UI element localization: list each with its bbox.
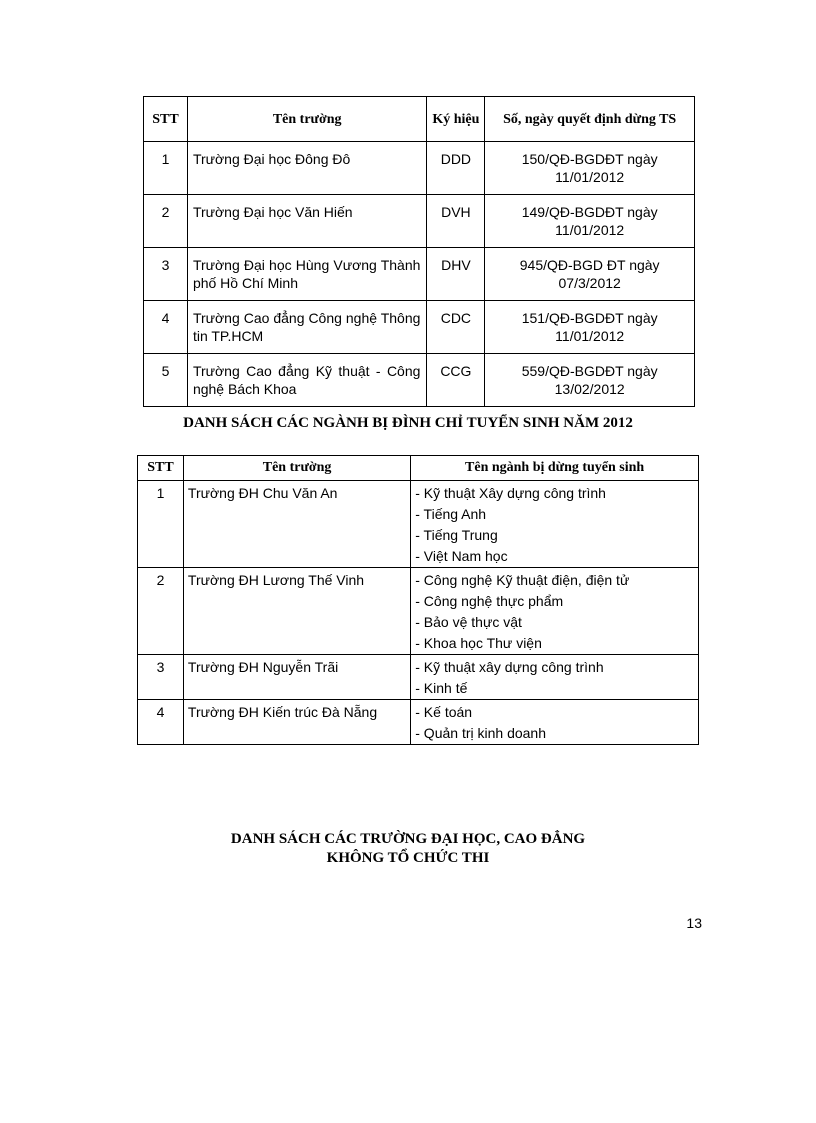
table-row <box>138 700 699 745</box>
cell-stt: 3 <box>144 248 188 301</box>
table-row <box>144 142 695 195</box>
cell-stt: 5 <box>144 354 188 407</box>
cell-school: Trường Đại học Đông Đô <box>187 142 426 195</box>
cell-stt: 4 <box>144 301 188 354</box>
cell-stt: 3 <box>138 655 184 700</box>
cell-majors <box>411 568 699 655</box>
header-stt: STT <box>138 456 184 481</box>
header-school: Tên trường <box>187 97 426 142</box>
cell-code: CCG <box>427 354 485 407</box>
header-majors: Tên ngành bị dừng tuyển sinh <box>411 456 699 481</box>
cell-stt: 1 <box>144 142 188 195</box>
table-row <box>138 568 699 655</box>
heading-line-2: KHÔNG TỔ CHỨC THI <box>326 850 490 866</box>
no-exam-schools-heading <box>0 830 816 868</box>
page-number: 13 <box>686 915 702 931</box>
table-row <box>144 301 695 354</box>
major-item: - Tiếng Anh <box>415 506 487 522</box>
suspended-majors-table <box>137 455 699 745</box>
cell-majors <box>411 481 699 568</box>
table-row <box>144 248 695 301</box>
cell-code: DDD <box>427 142 485 195</box>
cell-school: Trường Đại học Văn Hiến <box>187 195 426 248</box>
major-item: - Kinh tế <box>415 680 468 696</box>
major-item: - Tiếng Trung <box>415 527 498 543</box>
cell-decision: 151/QĐ-BGDĐT ngày 11/01/2012 <box>485 301 695 354</box>
cell-code: CDC <box>427 301 485 354</box>
major-item: - Khoa học Thư viện <box>415 635 542 651</box>
cell-school: Trường Cao đẳng Kỹ thuật - Công nghệ Bách Khoa <box>187 354 426 407</box>
table-header-row <box>138 456 699 481</box>
majors-suspension-heading: DANH SÁCH CÁC NGÀNH BỊ ĐÌNH CHỈ TUYỂN SINH NĂM 2012 <box>183 415 633 431</box>
cell-school: Trường ĐH Lương Thế Vinh <box>183 568 410 655</box>
cell-stt: 2 <box>144 195 188 248</box>
table-header-row <box>144 97 695 142</box>
heading-line-1: DANH SÁCH CÁC TRƯỜNG ĐẠI HỌC, CAO ĐẲNG <box>230 831 586 847</box>
header-code: Ký hiệu <box>427 97 485 142</box>
cell-majors <box>411 700 699 745</box>
cell-school: Trường Đại học Hùng Vương Thành phố Hồ Chí Minh <box>187 248 426 301</box>
header-school: Tên trường <box>183 456 410 481</box>
major-item: - Kế toán <box>415 704 473 720</box>
cell-code: DVH <box>427 195 485 248</box>
major-item: - Việt Nam học <box>415 548 508 564</box>
cell-school: Trường ĐH Kiến trúc Đà Nẵng <box>183 700 410 745</box>
major-item: - Công nghệ thực phẩm <box>415 593 564 609</box>
major-item: - Kỹ thuật xây dựng công trình <box>415 659 604 675</box>
suspended-schools-table <box>143 96 695 407</box>
header-stt: STT <box>144 97 188 142</box>
header-decision: Số, ngày quyết định dừng TS <box>485 97 695 142</box>
cell-decision: 150/QĐ-BGDĐT ngày 11/01/2012 <box>485 142 695 195</box>
table-row <box>144 195 695 248</box>
cell-code: DHV <box>427 248 485 301</box>
cell-decision: 149/QĐ-BGDĐT ngày 11/01/2012 <box>485 195 695 248</box>
cell-school: Trường ĐH Nguyễn Trãi <box>183 655 410 700</box>
major-item: - Công nghệ Kỹ thuật điện, điện tử <box>415 572 630 588</box>
major-item: - Kỹ thuật Xây dựng công trình <box>415 485 606 501</box>
cell-stt: 1 <box>138 481 184 568</box>
major-item: - Quản trị kinh doanh <box>415 725 546 741</box>
cell-school: Trường ĐH Chu Văn An <box>183 481 410 568</box>
table-row <box>138 655 699 700</box>
cell-decision: 559/QĐ-BGDĐT ngày 13/02/2012 <box>485 354 695 407</box>
cell-stt: 2 <box>138 568 184 655</box>
cell-decision: 945/QĐ-BGD ĐT ngày 07/3/2012 <box>485 248 695 301</box>
major-item: - Bảo vệ thực vật <box>415 614 522 630</box>
cell-school: Trường Cao đẳng Công nghệ Thông tin TP.HCM <box>187 301 426 354</box>
table-row <box>144 354 695 407</box>
cell-majors <box>411 655 699 700</box>
cell-stt: 4 <box>138 700 184 745</box>
table-row <box>138 481 699 568</box>
